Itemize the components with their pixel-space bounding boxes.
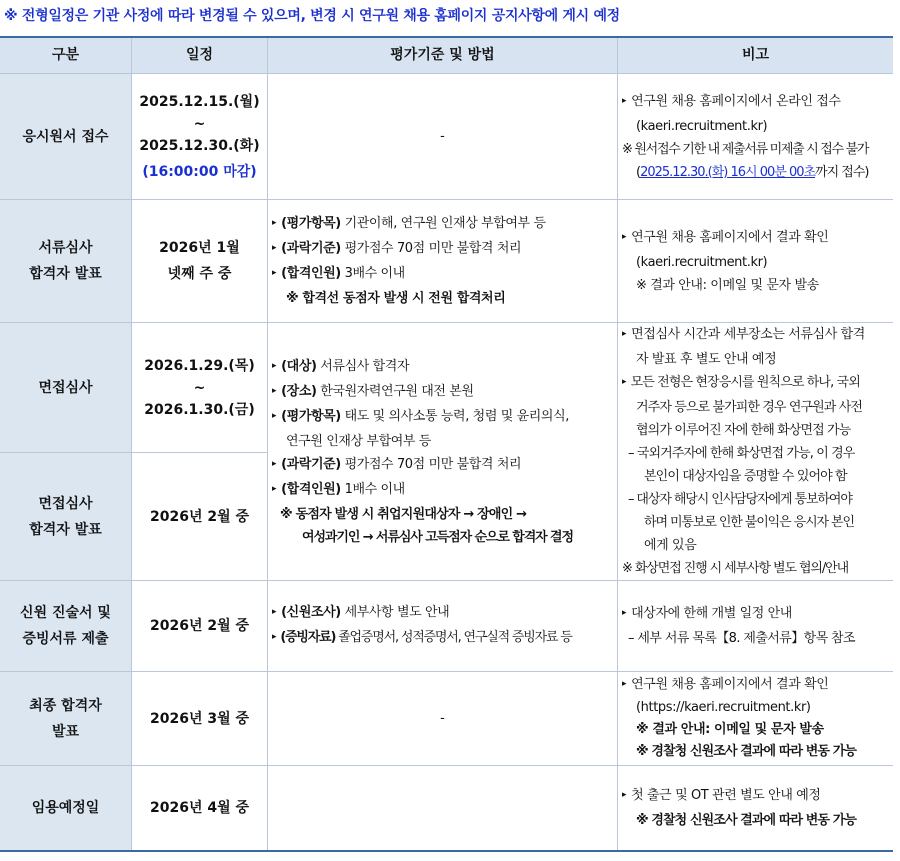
remark-continuation: 협의가 이루어진 자에 한해 화상면접 가능 [636, 423, 851, 438]
remark-note: ※ 원서접수 기한 내 제출서류 미제출 시 접수 불가 [622, 141, 869, 157]
stage-application: 응시원서 접수 [0, 74, 132, 200]
date-start-date: 2026년 4월 중 [132, 766, 268, 850]
criteria-note: 여성과기인 → 서류심사 고득점자 순으로 합격자 결정 [302, 529, 573, 545]
criteria-value: 1배수 이내 [340, 481, 405, 497]
stage-line: 발표 [51, 723, 80, 740]
criteria-key: (과락기준) [281, 241, 341, 256]
criteria-key: (신원조사) [281, 605, 341, 620]
header-criteria: 평가기준 및 방법 [268, 38, 618, 74]
criteria-key: (합격인원) [281, 481, 341, 497]
criteria-background-check [268, 581, 618, 672]
remark-continuation: 에게 있음 [644, 538, 697, 553]
date-line: 2026년 1월 [159, 240, 240, 256]
stage-start-date: 임용예정일 [0, 766, 132, 850]
criteria-value: 3배수 이내 [340, 266, 405, 281]
criteria-key: (대상) [281, 358, 317, 374]
stage-interview-result [0, 453, 132, 581]
stage-interview: 면접심사 [0, 323, 132, 453]
stage-line: 합격자 발표 [29, 266, 102, 282]
date-tilde: ~ [193, 379, 206, 396]
criteria-key: (평가항목) [281, 216, 341, 231]
remark-note: ※ 결과 안내: 이메일 및 문자 발송 [636, 722, 824, 737]
criteria-value: 태도 및 의사소통 능력, 청렴 및 윤리의식, [340, 408, 569, 424]
stage-background-check [0, 581, 132, 672]
remark-continuation: 자 발표 후 별도 안내 예정 [636, 352, 777, 367]
remarks-start-date [618, 766, 893, 850]
criteria-item [272, 453, 613, 478]
remark-item: ▸ 연구원 채용 홈페이지에서 결과 확인 [622, 226, 889, 251]
criteria-final-result: - [268, 672, 618, 766]
remark-note: ※ 결과 안내: 이메일 및 문자 발송 [636, 277, 819, 293]
criteria-key: (증빙자료) [280, 630, 336, 645]
criteria-start-date [268, 766, 618, 850]
criteria-value: 평가점수 70점 미만 불합격 처리 [340, 456, 522, 472]
stage-final-result [0, 672, 132, 766]
remark-url: (kaeri.recruitment.kr) [636, 118, 768, 134]
paren-close: 까지 접수) [815, 164, 869, 180]
criteria-item [272, 380, 613, 405]
remark-item: ▸ 연구원 채용 홈페이지에서 결과 확인 [622, 674, 889, 697]
date-end: 2026.1.30.(금) [144, 401, 255, 418]
criteria-key: (합격인원) [281, 266, 341, 281]
remarks-document-screening [618, 200, 893, 323]
criteria-value: 세부사항 별도 안내 [340, 605, 450, 620]
criteria-interview [268, 323, 618, 581]
criteria-continuation: 연구원 인재상 부합여부 등 [286, 433, 431, 449]
remark-item: ▸ 대상자에 한해 개별 일정 안내 [622, 602, 889, 627]
remarks-background-check [618, 581, 893, 672]
date-interview-result: 2026년 2월 중 [132, 453, 268, 581]
stage-line: 신원 진술서 및 [20, 605, 111, 621]
date-interview [132, 323, 268, 453]
criteria-key: (과락기준) [281, 456, 341, 472]
date-start: 2026.1.29.(목) [144, 357, 255, 374]
remark-item: ▸ 첫 출근 및 OT 관련 별도 안내 예정 [622, 784, 889, 809]
criteria-value: 평가점수 70점 미만 불합격 처리 [340, 241, 522, 256]
criteria-note: ※ 합격선 동점자 발생 시 전원 합격처리 [286, 291, 506, 306]
remark-subitem: – 국외거주자에 한해 화상면접 가능, 이 경우 [628, 446, 855, 461]
schedule-notice: ※ 전형일정은 기관 사정에 따라 변경될 수 있으며, 변경 시 연구원 채용 홈페이지 공지사항에 게시 예정 [4, 8, 620, 24]
deadline-link[interactable]: 2025.12.30.(화) 16시 00분 00초 [640, 164, 816, 180]
criteria-item [272, 405, 613, 430]
date-final-result: 2026년 3월 중 [132, 672, 268, 766]
remark-item: ▸ 모든 전형은 현장응시를 원칙으로 하나, 국외 [622, 371, 889, 396]
criteria-item [272, 355, 613, 380]
date-document-screening [132, 200, 268, 323]
stage-line: 증빙서류 제출 [22, 631, 109, 647]
remark-url: (https://kaeri.recruitment.kr) [636, 700, 811, 715]
deadline-time: (16:00:00 마감) [142, 163, 257, 180]
criteria-item [272, 212, 613, 237]
criteria-value: 서류심사 합격자 [316, 358, 410, 374]
stage-line: 합격자 발표 [29, 521, 102, 538]
paren-open: ( [636, 164, 641, 180]
remark-deadline [622, 161, 889, 184]
date-line: 넷째 주 중 [167, 266, 232, 282]
stage-document-screening [0, 200, 132, 323]
remarks-final-result [618, 672, 893, 766]
remark-item: ▸ 연구원 채용 홈페이지에서 온라인 접수 [622, 90, 889, 115]
criteria-value: 한국원자력연구원 대전 본원 [316, 383, 474, 399]
remarks-application [618, 74, 893, 200]
criteria-value: 기관이해, 연구원 인재상 부합여부 등 [340, 216, 546, 231]
criteria-item [272, 626, 613, 651]
remark-subitem: – 세부 서류 목록【8. 제출서류】항목 참조 [628, 631, 855, 646]
criteria-value: 졸업증명서, 성적증명서, 연구실적 증빙자료 등 [335, 630, 572, 645]
header-remarks: 비고 [618, 38, 893, 74]
date-tilde: ~ [193, 115, 206, 132]
date-application [132, 74, 268, 200]
criteria-document-screening [268, 200, 618, 323]
header-date: 일정 [132, 38, 268, 74]
criteria-item [272, 237, 613, 262]
remark-note: ※ 경찰청 신원조사 결과에 따라 변동 가능 [636, 744, 857, 759]
criteria-key: (평가항목) [281, 408, 341, 424]
criteria-note: ※ 동점자 발생 시 취업지원대상자 → 장애인 → [280, 506, 527, 522]
remark-continuation: 하며 미통보로 인한 불이익은 응시자 본인 [644, 515, 854, 530]
criteria-item [272, 262, 613, 287]
date-background-check: 2026년 2월 중 [132, 581, 268, 672]
header-stage: 구분 [0, 38, 132, 74]
date-end: 2025.12.30.(화) [139, 137, 260, 154]
criteria-key: (장소) [281, 383, 317, 399]
stage-line: 최종 합격자 [29, 697, 102, 714]
criteria-application: - [268, 74, 618, 200]
date-start: 2025.12.15.(월) [139, 93, 260, 110]
remark-continuation: 본인이 대상자임을 증명할 수 있어야 함 [644, 469, 847, 484]
stage-line: 서류심사 [38, 240, 93, 256]
criteria-item [272, 601, 613, 626]
remark-continuation: 거주자 등으로 불가피한 경우 연구원과 사전 [636, 400, 863, 415]
remark-note: ※ 경찰청 신원조사 결과에 따라 변동 가능 [636, 813, 857, 828]
schedule-table [0, 36, 893, 852]
stage-line: 면접심사 [38, 495, 93, 512]
remark-url: (kaeri.recruitment.kr) [636, 254, 768, 270]
criteria-item [272, 478, 613, 503]
remark-note: ※ 화상면접 진행 시 세부사항 별도 협의/안내 [622, 561, 849, 576]
remarks-interview [618, 323, 893, 581]
remark-subitem: – 대상자 해당시 인사담당자에게 통보하여야 [628, 492, 852, 507]
remark-item: ▸ 면접심사 시간과 세부장소는 서류심사 합격 [622, 323, 889, 348]
